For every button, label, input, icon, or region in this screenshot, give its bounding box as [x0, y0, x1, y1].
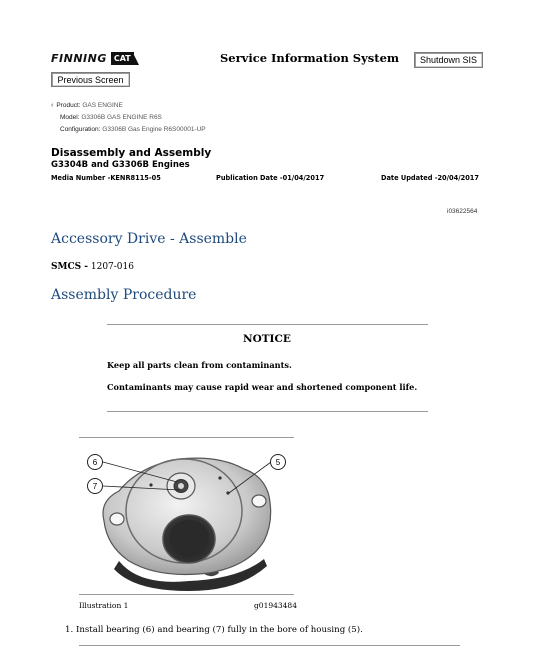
step-number: 1.: [65, 625, 74, 635]
product-row: ‹ Product: GAS ENGINE: [51, 102, 123, 109]
document-title: Disassembly and Assembly: [51, 147, 212, 159]
publication-date: Publication Date -01/04/2017: [216, 174, 325, 182]
illustration-caption: Illustration 1: [79, 601, 129, 610]
svg-text:7: 7: [92, 482, 98, 491]
step-text: Install bearing (6) and bearing (7) fully in the bore of housing (5).: [75, 625, 363, 635]
step-1: [65, 625, 363, 635]
section-heading: Assembly Procedure: [51, 287, 197, 303]
document-subtitle: G3304B and G3306B Engines: [51, 160, 190, 170]
configuration-row: Configuration: G3306B Gas Engine R6S00001-UP: [60, 126, 206, 133]
product-value: GAS ENGINE: [82, 102, 123, 109]
svg-text:5: 5: [275, 458, 281, 467]
callout-7: [88, 479, 103, 494]
smcs-code: SMCS - 1207-016: [51, 262, 134, 272]
logo-text: FINNING: [51, 52, 107, 65]
step-rule: [79, 645, 460, 646]
system-title: Service Information System: [220, 51, 400, 65]
configuration-value: G3306B Gas Engine R6S00001-UP: [102, 126, 206, 133]
finning-cat-logo: [51, 49, 134, 68]
notice-line-2: Contaminants may cause rapid wear and shortened component life.: [107, 382, 418, 392]
notice-bottom-rule: [107, 411, 428, 412]
model-value: G3306B GAS ENGINE R6S: [81, 114, 162, 121]
page-heading: Accessory Drive - Assemble: [51, 231, 247, 247]
chevron-left-icon[interactable]: ‹: [51, 102, 54, 109]
notice-title: NOTICE: [243, 333, 291, 345]
media-number: Media Number -KENR8115-05: [51, 174, 161, 182]
date-updated: Date Updated -20/04/2017: [381, 174, 479, 182]
illustration-bottom-rule: [79, 594, 294, 595]
cat-badge: CAT: [111, 52, 134, 65]
reference-id: i03622564: [447, 208, 478, 215]
callout-5: [271, 455, 286, 470]
shutdown-sis-button[interactable]: Shutdown SIS: [414, 52, 483, 68]
notice-line-1: Keep all parts clean from contaminants.: [107, 360, 292, 370]
graphic-id: g01943484: [254, 601, 297, 610]
svg-text:6: 6: [92, 458, 98, 467]
model-row: Model: G3306B GAS ENGINE R6S: [60, 114, 162, 121]
previous-screen-button[interactable]: Previous Screen: [51, 72, 130, 87]
housing-illustration: [79, 441, 294, 593]
notice-top-rule: [107, 324, 428, 325]
callout-6: [88, 455, 103, 470]
illustration-top-rule: [79, 437, 294, 438]
